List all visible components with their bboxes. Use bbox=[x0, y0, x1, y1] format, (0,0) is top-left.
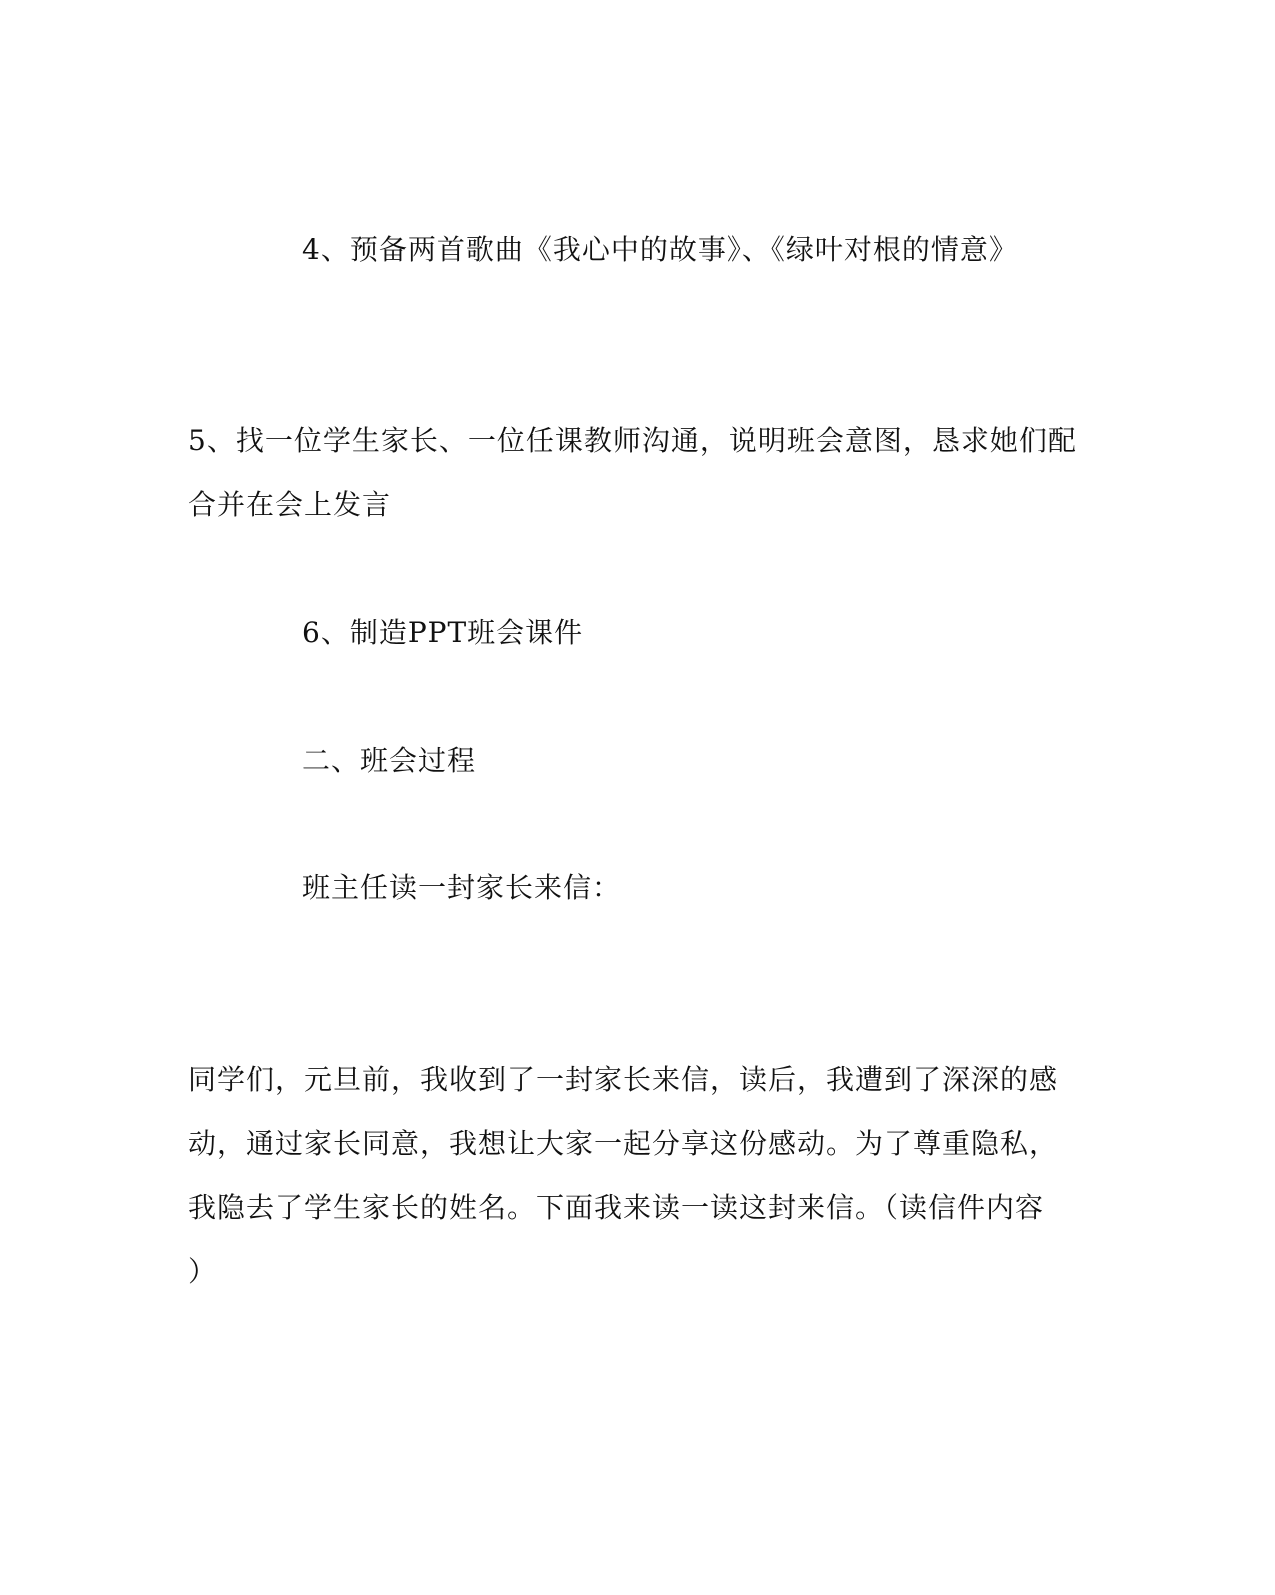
section-heading-class-process: 二、班会过程 bbox=[302, 744, 477, 777]
item-5-line-1: 5、找一位学生家长、一位任课教师沟通，说明班会意图，恳求她们配 bbox=[188, 424, 1077, 457]
item-6-ppt: 6、制造PPT班会课件 bbox=[302, 616, 584, 649]
item-5-line-2: 合并在会上发言 bbox=[188, 488, 392, 521]
item-4-songs: 4、预备两首歌曲《我心中的故事》、《绿叶对根的情意》 bbox=[302, 233, 1018, 266]
paragraph-line-1: 同学们，元旦前，我收到了一封家长来信，读后，我遭到了深深的感 bbox=[188, 1063, 1059, 1096]
paragraph-line-3: 我隐去了学生家长的姓名。下面我来读一读这封来信。（读信件内容 bbox=[188, 1191, 1045, 1224]
teacher-reads-letter: 班主任读一封家长来信： bbox=[302, 871, 622, 904]
paragraph-line-2: 动，通过家长同意，我想让大家一起分享这份感动。为了尊重隐私， bbox=[188, 1127, 1059, 1160]
paragraph-line-4: ） bbox=[188, 1255, 218, 1288]
